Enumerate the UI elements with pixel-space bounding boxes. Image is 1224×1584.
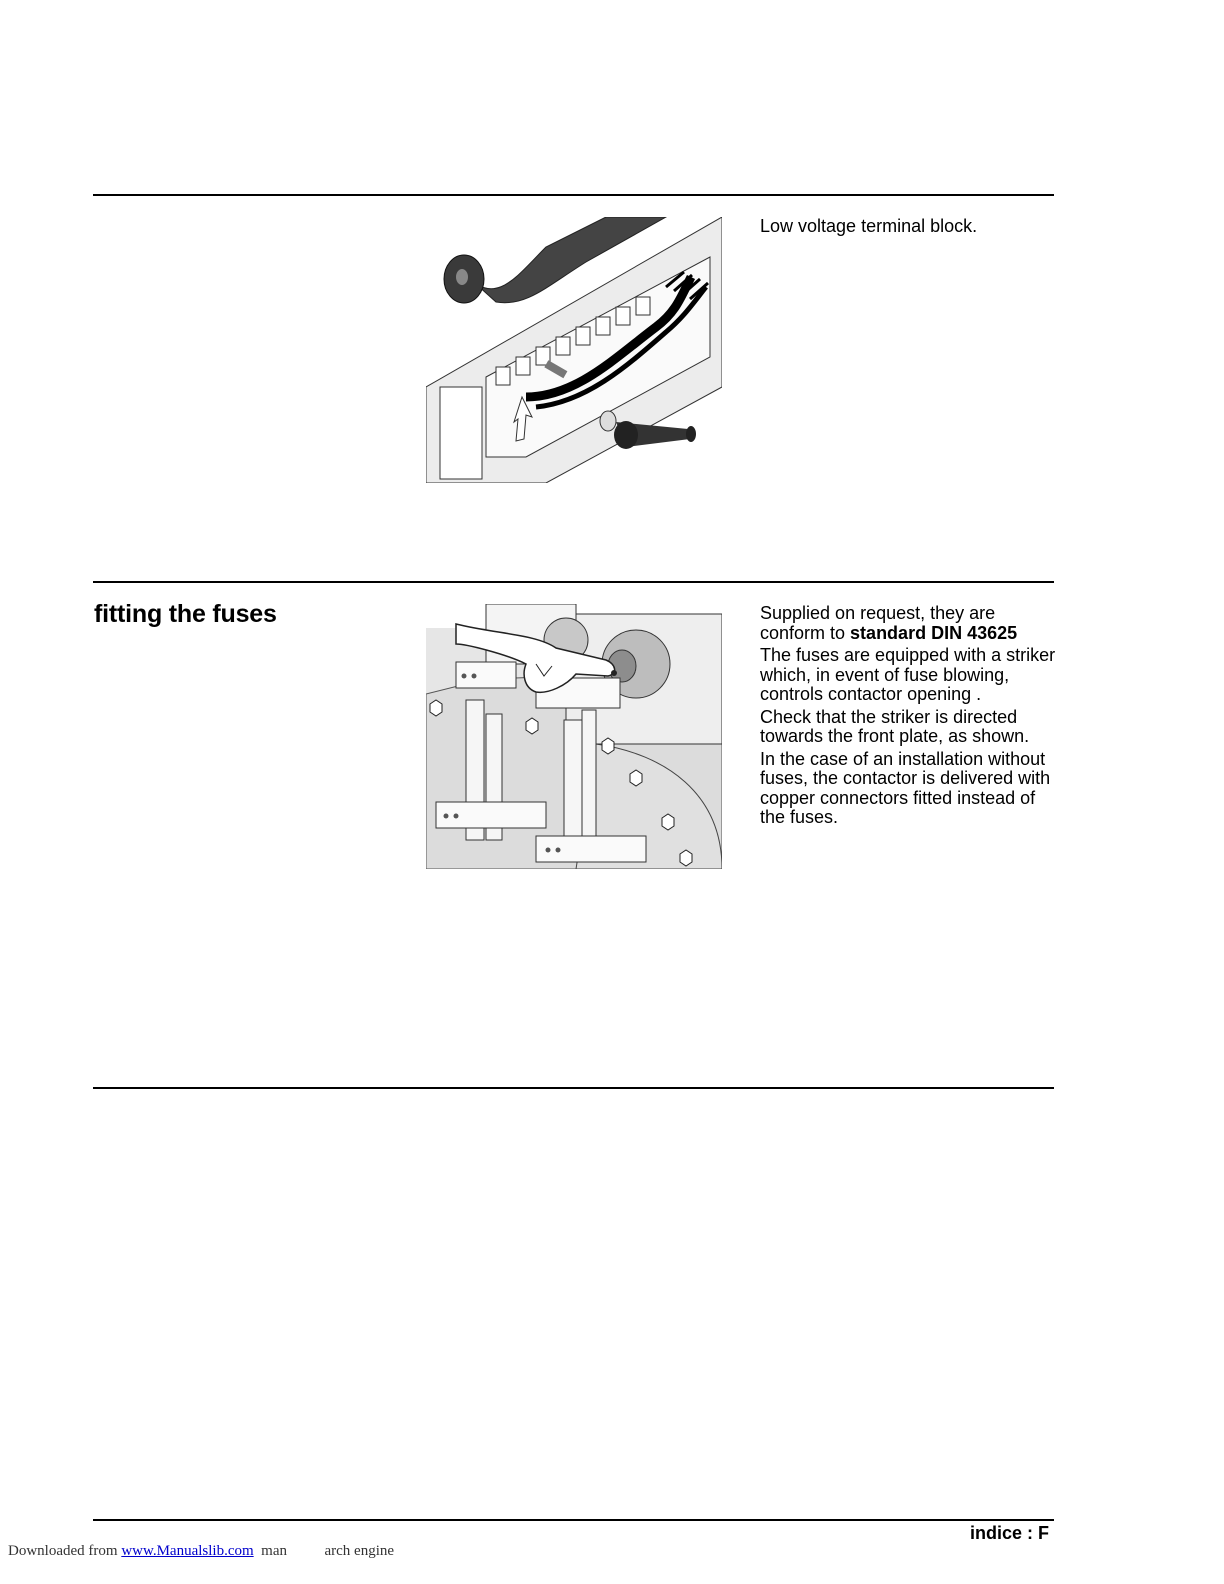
paragraph-check: Check that the striker is directed towards the front plate, as shown. bbox=[760, 706, 1030, 746]
lower-rule bbox=[93, 1087, 1054, 1089]
paragraph-din: Supplied on request, they are conform to standard DIN 43625 bbox=[760, 603, 1018, 643]
download-notice: Downloaded from www.Manualslib.com man arch engine bbox=[8, 1543, 395, 1559]
fuse-fitting-illustration bbox=[426, 604, 722, 869]
terminal-block-illustration bbox=[426, 217, 722, 483]
footer-rule bbox=[93, 1519, 1054, 1521]
section-title: fitting the fuses bbox=[94, 600, 277, 628]
fuse-instructions bbox=[760, 604, 1060, 831]
paragraph-striker: The fuses are equipped with a striker which, in event of fuse blowing, controls contactor opening . bbox=[760, 645, 1056, 704]
page-index: indice : F bbox=[969, 1523, 1049, 1543]
paragraph-no-fuses: In the case of an installation without fuses, the contactor is delivered with copper connectors fitted instead of the fuses. bbox=[760, 748, 1051, 827]
top-rule bbox=[93, 194, 1054, 196]
manualslib-link[interactable]: www.Manualslib.com bbox=[121, 1543, 254, 1559]
terminal-block-caption: Low voltage terminal block. bbox=[760, 216, 978, 236]
section-rule bbox=[93, 581, 1054, 583]
